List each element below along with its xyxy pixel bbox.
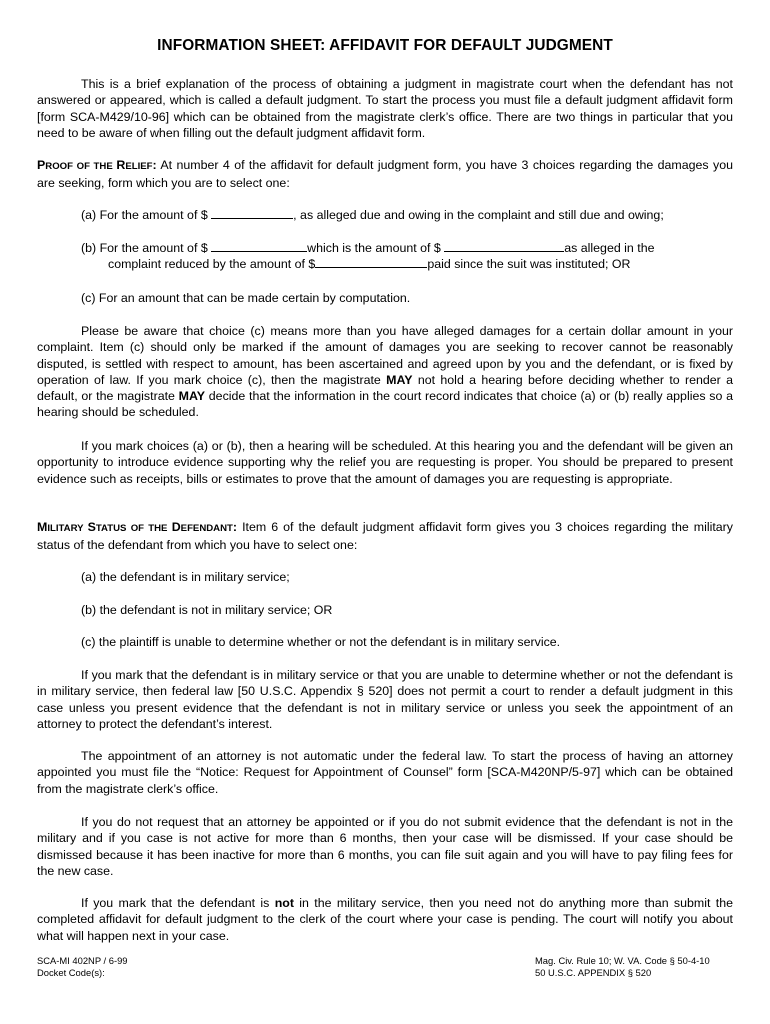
- footer-legal-refs: [535, 955, 710, 978]
- dismissal-paragraph: If you do not request that an attorney be appointed or if you do not submit evidence that the defendant is not in the military and if you case is not active for more than 6 months, then your case will be dismissed. If your case should be dismissed because it has been inactive for more than 6 months, you can file suit again and you will have to pay filing fees for the new case.: [37, 815, 733, 878]
- attorney-paragraph: The appointment of an attorney is not automatic under the federal law. To start the process of having an attorney appointed you must file the “Notice: Request for Appointment of Counsel” form [SCA-M420NP/5-97] which can be obtained from the magistrate clerk’s office.: [37, 749, 733, 796]
- relief-choice-b: (b) For the amount of $ which is the amount of $ as alleged in the complaint reduced by the amount of $ paid since the suit was instituted; OR: [81, 241, 655, 272]
- page-title: INFORMATION SHEET: AFFIDAVIT FOR DEFAULT JUDGMENT: [157, 37, 613, 54]
- proof-text: At number 4 of the affidavit for default judgment form, you have 3 choices regarding the damages you are seeking, form which you are to select one:: [37, 158, 733, 191]
- not-military-paragraph: If you mark that the defendant is not in the military service, then you need not do anything more than submit the completed affidavit for default judgment to the clerk of the court where your case is pending. The court will notify you about what will happen next in your case.: [37, 896, 733, 943]
- footer-form-info: [37, 955, 128, 978]
- intro-text: This is a brief explanation of the process of obtaining a judgment in magistrate court when the defendant has not answered or appeared, which is called a default judgment. To start the process you must file a default judgment affidavit form [form SCA-M429/10-96] which can be obtained from the magistrate clerk’s office. There are two things in particular that you need to be aware of when filling out the default judgment affidavit form.: [37, 77, 733, 140]
- military-choice-b: (b) the defendant is not in military service; OR: [81, 603, 333, 617]
- hearing-paragraph: If you mark choices (a) or (b), then a hearing will be scheduled. At this hearing you and the defendant will be given an opportunity to introduce evidence supporting why the relief you are requesting is proper. You should be prepared to present evidence such as receipts, bills or estimates to prove that the amount of damages you are requesting is appropriate.: [37, 439, 733, 486]
- amount-a-blank[interactable]: [211, 207, 293, 219]
- military-choice-c: (c) the plaintiff is unable to determine whether or not the defendant is in military service.: [81, 635, 561, 649]
- rule-reference: Mag. Civ. Rule 10; W. VA. Code § 50-4-10: [535, 955, 710, 966]
- proof-heading: PROOF OF THE RELIEF:: [37, 158, 157, 172]
- intro-paragraph: [37, 76, 733, 141]
- military-text: Item 6 of the default judgment affidavit form gives you 3 choices regarding the military status of the defendant from which you have to select one:: [37, 520, 733, 553]
- usc-reference: 50 U.S.C. APPENDIX § 520: [535, 966, 652, 978]
- military-heading: MILITARY STATUS OF THE DEFENDANT:: [37, 520, 238, 534]
- form-number: SCA-MI 402NP / 6-99: [37, 955, 128, 966]
- military-law-paragraph: If you mark that the defendant is in military service or that you are unable to determine whether or not the defendant is in military service, then federal law [50 U.S.C. Appendix § 520] does not permit a court to render a default judgment in this case unless you present evidence that the defendant is not in military service or unless you seek the appointment of an attorney to protect the defendant’s interest.: [37, 668, 733, 731]
- relief-choice-a: (a) For the amount of $ , as alleged due and owing in the complaint and still due and owing;: [81, 208, 664, 222]
- amount-b-blank[interactable]: [211, 240, 307, 252]
- proof-of-relief-section: [37, 157, 733, 192]
- military-status-section: [37, 519, 733, 554]
- proof-of-relief-paragraph: [37, 157, 733, 192]
- choice-c-paragraph: Please be aware that choice (c) means more than you have alleged damages for a certain dollar amount in your complaint. Item (c) should only be marked if the amount of damages you are seeking to recover cannot be reasonably disputed, is settled with respect to amount, has been ascertained and agreed upon by you and the defendant, or is fixed by operation of law. If you mark choice (c), then the magistrate MAY not hold a hearing before deciding whether to render a default, or the magistrate MAY decide that the information in the court record indicates that choice (a) or (b) really applies so a hearing should be scheduled.: [37, 324, 734, 420]
- relief-choice-c: (c) For an amount that can be made certain by computation.: [81, 291, 411, 305]
- amount-b2-blank[interactable]: [444, 240, 564, 252]
- reduction-amount-blank[interactable]: [315, 256, 427, 268]
- docket-codes: Docket Code(s):: [37, 966, 105, 978]
- military-choice-a: (a) the defendant is in military service;: [81, 570, 290, 584]
